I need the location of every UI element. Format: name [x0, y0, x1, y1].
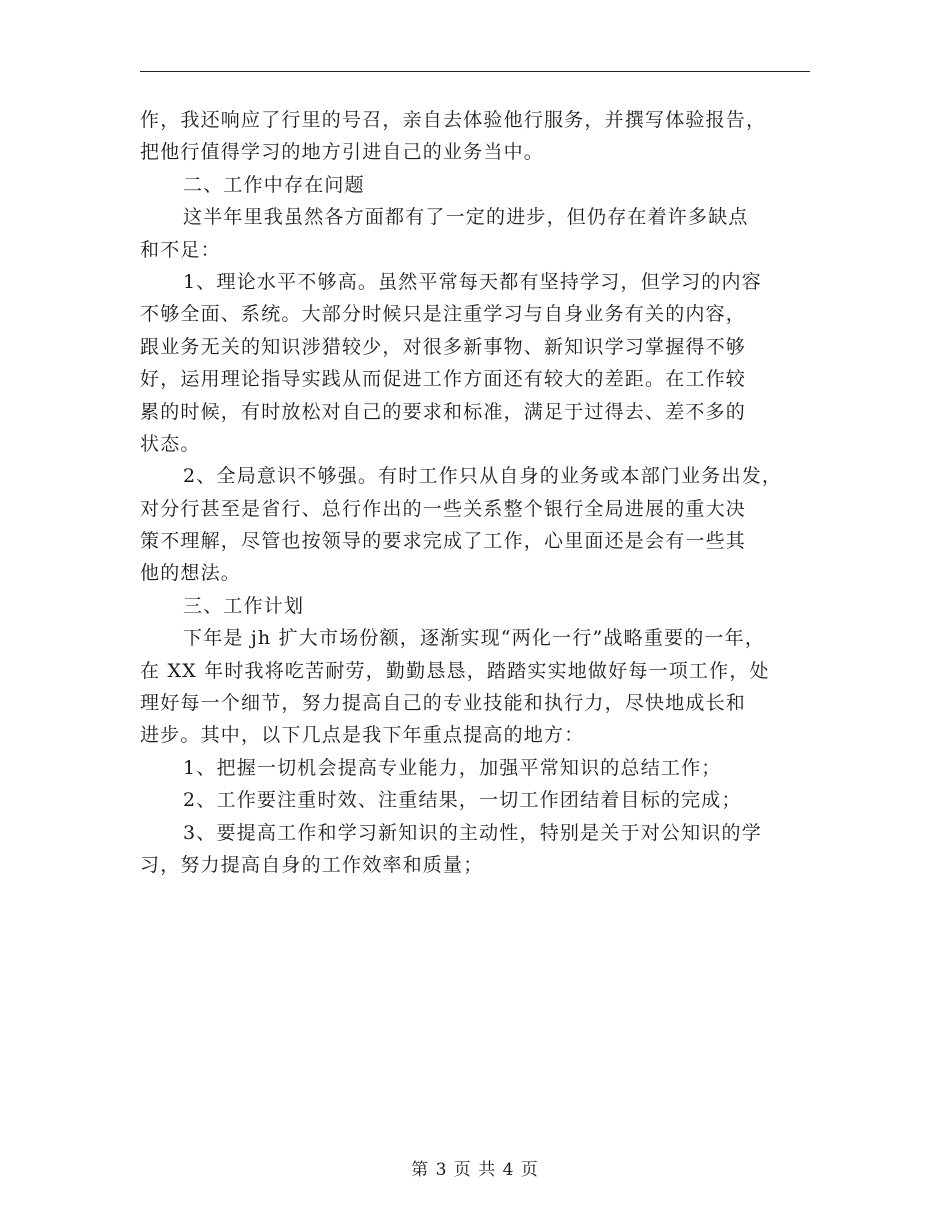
text-line: 习，努力提高自身的工作效率和质量； [140, 853, 484, 876]
text-line: 2、全局意识不够强。有时工作只从自身的业务或本部门业务出发， [183, 465, 783, 488]
section-heading: 三、工作计划 [183, 594, 305, 617]
list-item: 3、要提高工作和学习新知识的主动性，特别是关于对公知识的学 [183, 821, 762, 844]
text-line: 状态。 [140, 432, 201, 455]
list-item: 2、工作要注重时效、注重结果，一切工作团结着目标的完成； [183, 789, 742, 812]
text-line: 策不理解，尽管也按领导的要求完成了工作，心里面还是会有一些其 [140, 530, 747, 553]
text-line: 把他行值得学习的地方引进自己的业务当中。 [140, 141, 545, 164]
page-number-footer: 第 3 页 共 4 页 [411, 1160, 539, 1180]
document-body [140, 104, 812, 881]
text-line: 他的想法。 [140, 562, 242, 585]
header-rule [140, 71, 810, 72]
text-line: 不够全面、系统。大部分时候只是注重学习与自身业务有关的内容， [140, 303, 747, 326]
text-line: 累的时候，有时放松对自己的要求和标准，满足于过得去、差不多的 [140, 400, 747, 423]
text-line: 理好每一个细节，努力提高自己的专业技能和执行力，尽快地成长和 [140, 692, 747, 715]
text-line: 和不足： [140, 238, 221, 261]
text-line: 进步。其中，以下几点是我下年重点提高的地方： [140, 724, 585, 747]
text-line: 这半年里我虽然各方面都有了一定的进步，但仍存在着许多缺点 [183, 206, 749, 229]
text-line: 在 XX 年时我将吃苦耐劳，勤勤恳恳，踏踏实实地做好每一项工作，处 [140, 659, 770, 682]
text-line: 下年是 jh 扩大市场份额，逐渐实现“两化一行”战略重要的一年， [183, 627, 766, 650]
text-line: 作，我还响应了行里的号召，亲自去体验他行服务，并撰写体验报告， [140, 109, 767, 131]
text-line: 1、理论水平不够高。虽然平常每天都有坚持学习，但学习的内容 [183, 270, 762, 293]
section-heading: 二、工作中存在问题 [183, 173, 365, 196]
text-line: 跟业务无关的知识涉猎较少，对很多新事物、新知识学习掌握得不够 [140, 335, 747, 358]
text-line: 好，运用理论指导实践从而促进工作方面还有较大的差距。在工作较 [140, 368, 747, 391]
text-line: 对分行甚至是省行、总行作出的一些关系整个银行全局进展的重大决 [140, 497, 747, 520]
list-item: 1、把握一切机会提高专业能力，加强平常知识的总结工作； [183, 756, 722, 779]
